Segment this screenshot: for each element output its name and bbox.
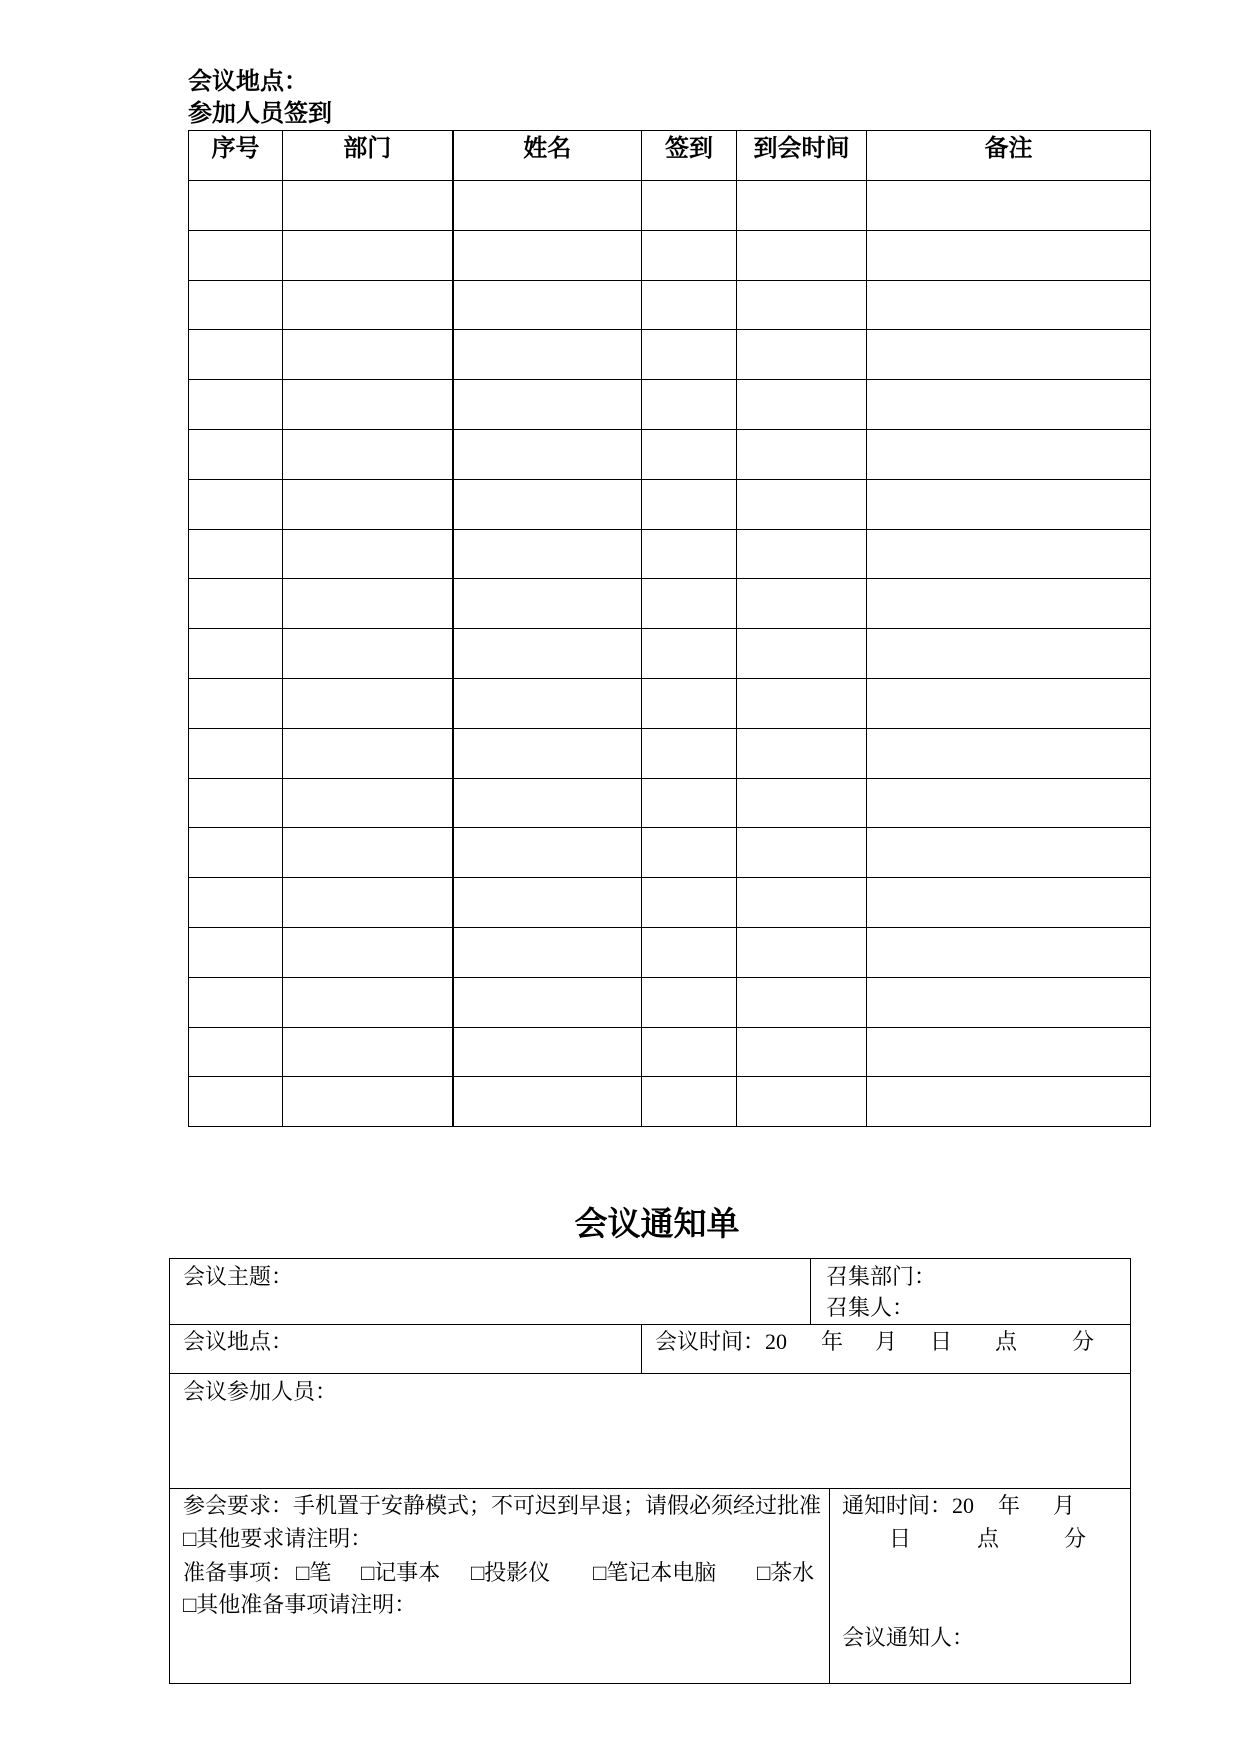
cell-signature <box>642 828 737 878</box>
meeting-time-month-unit: 月 <box>875 1329 898 1354</box>
cell-index <box>189 927 283 977</box>
table-row <box>189 280 1151 330</box>
cell-arrival-time <box>737 828 867 878</box>
meeting-time-cell <box>642 1325 1130 1374</box>
cell-name <box>453 380 642 430</box>
prep-item-laptop-checkbox: □笔记本电脑 <box>593 1560 717 1585</box>
cell-signature <box>642 678 737 728</box>
cell-index <box>189 1077 283 1127</box>
cell-remarks <box>867 479 1151 529</box>
cell-remarks <box>867 778 1151 828</box>
meeting-location-label: 会议地点： <box>188 69 308 95</box>
cell-signature <box>642 1027 737 1077</box>
cell-name <box>453 280 642 330</box>
cell-index <box>189 1027 283 1077</box>
prep-item-projector-checkbox: □投影仪 <box>471 1560 551 1585</box>
table-row <box>189 181 1151 231</box>
cell-remarks <box>867 828 1151 878</box>
notice-time-hour-unit: 点 <box>977 1526 1000 1551</box>
meeting-time-day-unit: 日 <box>930 1329 953 1354</box>
cell-name <box>453 728 642 778</box>
cell-remarks <box>867 380 1151 430</box>
cell-department <box>283 927 453 977</box>
table-row <box>189 579 1151 629</box>
table-row <box>189 778 1151 828</box>
cell-name <box>453 778 642 828</box>
cell-arrival-time <box>737 230 867 280</box>
meeting-time-label: 会议时间：20 <box>655 1329 788 1354</box>
cell-arrival-time <box>737 927 867 977</box>
attendance-signin-title: 参加人员签到 <box>188 101 332 127</box>
cell-name <box>453 181 642 231</box>
prep-item-pen-checkbox: □笔 <box>296 1560 332 1585</box>
cell-name <box>453 230 642 280</box>
cell-name <box>453 529 642 579</box>
cell-remarks <box>867 977 1151 1027</box>
cell-name <box>453 330 642 380</box>
participants-cell <box>170 1374 1130 1489</box>
cell-arrival-time <box>737 380 867 430</box>
notice-time-cell <box>830 1489 1130 1683</box>
cell-index <box>189 678 283 728</box>
cell-department <box>283 280 453 330</box>
table-row <box>189 1077 1151 1127</box>
cell-index <box>189 728 283 778</box>
cell-index <box>189 429 283 479</box>
cell-name <box>453 678 642 728</box>
cell-arrival-time <box>737 529 867 579</box>
cell-name <box>453 977 642 1027</box>
meeting-notice-form <box>169 1258 1131 1684</box>
table-row <box>189 479 1151 529</box>
convener-label: 召集人： <box>826 1295 915 1320</box>
cell-index <box>189 230 283 280</box>
table-row <box>189 629 1151 679</box>
table-row <box>189 828 1151 878</box>
cell-department <box>283 1027 453 1077</box>
table-row <box>189 728 1151 778</box>
attendance-requirements: 参会要求：手机置于安静模式；不可迟到早退；请假必须经过批准 <box>183 1493 822 1518</box>
other-preparation-checkbox-label: □其他准备事项请注明： <box>183 1592 417 1617</box>
cell-index <box>189 629 283 679</box>
cell-signature <box>642 629 737 679</box>
meeting-time-hour-unit: 点 <box>995 1329 1018 1354</box>
notice-time-label: 通知时间：20 <box>842 1493 975 1518</box>
cell-department <box>283 629 453 679</box>
cell-arrival-time <box>737 629 867 679</box>
cell-signature <box>642 380 737 430</box>
cell-remarks <box>867 230 1151 280</box>
table-row <box>189 1027 1151 1077</box>
cell-remarks <box>867 429 1151 479</box>
cell-index <box>189 479 283 529</box>
cell-arrival-time <box>737 678 867 728</box>
cell-name <box>453 579 642 629</box>
cell-name <box>453 927 642 977</box>
table-row <box>189 529 1151 579</box>
cell-arrival-time <box>737 977 867 1027</box>
cell-signature <box>642 1077 737 1127</box>
cell-department <box>283 479 453 529</box>
cell-arrival-time <box>737 479 867 529</box>
cell-department <box>283 330 453 380</box>
cell-index <box>189 977 283 1027</box>
cell-signature <box>642 778 737 828</box>
cell-remarks <box>867 280 1151 330</box>
cell-arrival-time <box>737 1027 867 1077</box>
cell-remarks <box>867 181 1151 231</box>
cell-name <box>453 629 642 679</box>
notice-time-minute-unit: 分 <box>1064 1526 1087 1551</box>
prep-item-tea-checkbox: □茶水 <box>757 1560 815 1585</box>
cell-index <box>189 878 283 928</box>
topic-cell <box>170 1259 811 1325</box>
cell-index <box>189 181 283 231</box>
notice-time-month-unit: 月 <box>1053 1493 1076 1518</box>
cell-signature <box>642 280 737 330</box>
table-row <box>189 977 1151 1027</box>
attendance-signin-table <box>188 130 1151 1127</box>
cell-department <box>283 380 453 430</box>
location-label: 会议地点： <box>183 1329 294 1354</box>
table-row <box>189 927 1151 977</box>
table-row <box>189 330 1151 380</box>
cell-remarks <box>867 1027 1151 1077</box>
cell-name <box>453 1077 642 1127</box>
cell-signature <box>642 330 737 380</box>
cell-department <box>283 977 453 1027</box>
cell-remarks <box>867 529 1151 579</box>
cell-signature <box>642 479 737 529</box>
cell-remarks <box>867 330 1151 380</box>
cell-signature <box>642 181 737 231</box>
cell-name <box>453 429 642 479</box>
cell-index <box>189 280 283 330</box>
cell-signature <box>642 529 737 579</box>
cell-index <box>189 380 283 430</box>
cell-department <box>283 429 453 479</box>
table-row <box>189 230 1151 280</box>
requirements-cell <box>170 1489 830 1683</box>
cell-arrival-time <box>737 181 867 231</box>
cell-signature <box>642 230 737 280</box>
cell-signature <box>642 429 737 479</box>
cell-arrival-time <box>737 878 867 928</box>
prep-item-notebook-checkbox: □记事本 <box>361 1560 441 1585</box>
notifier-label: 会议通知人： <box>842 1625 975 1650</box>
cell-name <box>453 479 642 529</box>
meeting-notice-title: 会议通知单 <box>574 1207 740 1243</box>
cell-signature <box>642 878 737 928</box>
table-header-row <box>189 131 1151 181</box>
column-header-index: 序号 <box>189 131 283 181</box>
cell-index <box>189 778 283 828</box>
cell-index <box>189 579 283 629</box>
cell-department <box>283 728 453 778</box>
column-header-remarks: 备注 <box>867 131 1151 181</box>
cell-remarks <box>867 878 1151 928</box>
preparation-label: 准备事项： <box>183 1560 294 1585</box>
cell-signature <box>642 977 737 1027</box>
cell-index <box>189 330 283 380</box>
cell-name <box>453 828 642 878</box>
topic-label: 会议主题： <box>183 1264 294 1289</box>
table-row <box>189 678 1151 728</box>
participants-label: 会议参加人员： <box>183 1379 338 1404</box>
cell-department <box>283 529 453 579</box>
cell-arrival-time <box>737 429 867 479</box>
column-header-department: 部门 <box>283 131 453 181</box>
cell-arrival-time <box>737 728 867 778</box>
cell-signature <box>642 927 737 977</box>
table-row <box>189 878 1151 928</box>
cell-remarks <box>867 1077 1151 1127</box>
column-header-signature: 签到 <box>642 131 737 181</box>
convener-cell <box>811 1259 1130 1325</box>
cell-remarks <box>867 629 1151 679</box>
location-cell <box>170 1325 642 1374</box>
cell-department <box>283 1077 453 1127</box>
cell-name <box>453 1027 642 1077</box>
cell-department <box>283 778 453 828</box>
cell-arrival-time <box>737 1077 867 1127</box>
meeting-time-minute-unit: 分 <box>1072 1329 1095 1354</box>
column-header-arrival-time: 到会时间 <box>737 131 867 181</box>
notice-time-year-unit: 年 <box>998 1493 1021 1518</box>
cell-name <box>453 878 642 928</box>
cell-remarks <box>867 579 1151 629</box>
cell-remarks <box>867 927 1151 977</box>
convening-department-label: 召集部门： <box>826 1264 937 1289</box>
cell-department <box>283 828 453 878</box>
cell-department <box>283 878 453 928</box>
cell-index <box>189 828 283 878</box>
column-header-name: 姓名 <box>453 131 642 181</box>
table-row <box>189 380 1151 430</box>
cell-arrival-time <box>737 280 867 330</box>
cell-department <box>283 181 453 231</box>
cell-remarks <box>867 728 1151 778</box>
cell-arrival-time <box>737 579 867 629</box>
cell-department <box>283 230 453 280</box>
cell-remarks <box>867 678 1151 728</box>
cell-department <box>283 678 453 728</box>
cell-arrival-time <box>737 330 867 380</box>
cell-index <box>189 529 283 579</box>
table-row <box>189 429 1151 479</box>
cell-signature <box>642 579 737 629</box>
cell-department <box>283 579 453 629</box>
other-requirements-checkbox-label: □其他要求请注明： <box>183 1526 373 1551</box>
meeting-time-year-unit: 年 <box>821 1329 844 1354</box>
cell-signature <box>642 728 737 778</box>
notice-time-day-unit: 日 <box>889 1526 912 1551</box>
cell-arrival-time <box>737 778 867 828</box>
